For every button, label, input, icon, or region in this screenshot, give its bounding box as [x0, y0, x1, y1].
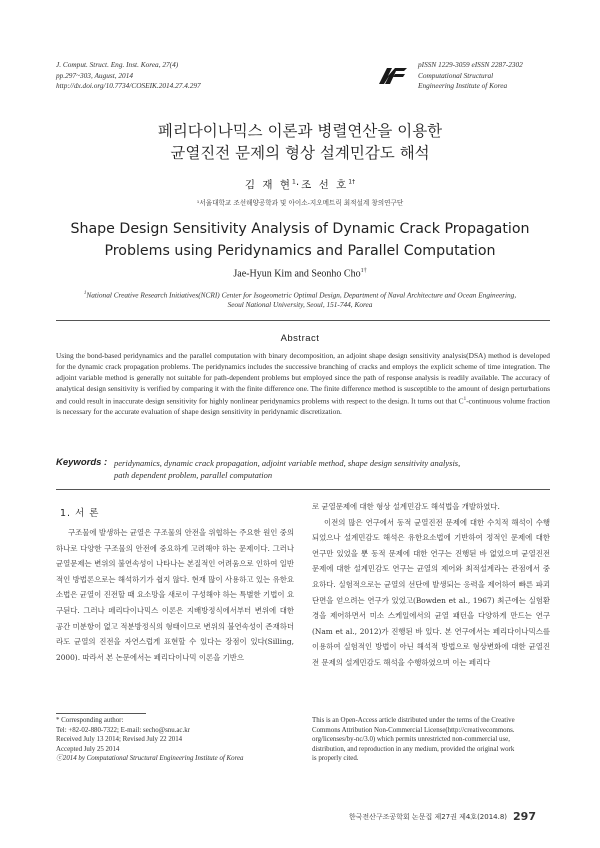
korean-affiliation: ¹서울대학교 조선해양공학과 및 아이소-지오메트릭 최적설계 창의연구단 [196, 199, 404, 207]
right-column [312, 499, 550, 671]
english-title-line2: Problems using Peridynamics and Parallel Computation [104, 243, 496, 259]
korean-title [0, 120, 600, 164]
society-name-2: Engineering Institute of Korea [418, 81, 508, 90]
paragraph: 이전의 많은 연구에서 동적 균열진전 문제에 대한 수치적 해석이 수행되었으나 설계민감도 해석은 유한요소법에 기반하여 정적인 문제에 대한 연구만 있었을 뿐 동적 문제에 대한 연구는 진행된 바 없었으며 균열진전 문제에 대한 설계민감도 연구는 균열의 제어와 최적설계라는 관점에서 중요하다. 실험적으로는 균열의 선단에 발생되는 응력을 제어하여 빠른 파괴단면을 얻으려는 연구가 있었고(Bowden et al., 1967) 최근에는 실험환경을 제어하면서 미소 스케일에서의 균열 패턴을 다양하게 만드는 연구(Nam et al., 2012)가 진행된 바 있다. 본 연구에서는 페리다이나믹스를 이용하여 실험적인 방법이 아닌 해석적 방법으로 형상변화에 대한 균열진전 문제의 설계민감도 해석을 수행하였으며 이는 페리다 [312, 517, 550, 667]
issn: pISSN 1229-3059 eISSN 2287-2302 [418, 60, 523, 69]
korean-authors: 김 재 현$^1$·조 선 호$^{1\dagger}$ [244, 178, 356, 191]
society-name-1: Computational Structural [418, 70, 494, 80]
journal-doi[interactable]: http://dx.doi.org/10.7734/COSEIK.2014.27.4.297 [56, 81, 201, 90]
korean-author-1: 김 재 현 [244, 179, 292, 191]
left-column [56, 525, 294, 665]
coseik-logo-icon [378, 66, 408, 86]
korean-author-2: 조 선 호 [301, 179, 349, 191]
english-authors: Jae-Hyun Kim and Seonho Cho$^{1\dagger}$ [233, 268, 367, 280]
page-footer [349, 810, 536, 823]
abstract-top-rule [56, 320, 550, 321]
footer-journal: 한국전산구조공학회 논문집 제27권 제4호(2014.8) [348, 813, 508, 821]
keywords-bottom-rule [56, 489, 550, 490]
english-title-line1: Shape Design Sensitivity Analysis of Dynamic Crack Propagation [70, 221, 530, 237]
korean-title-line2: 균열진전 문제의 형상 설계민감도 해석 [170, 144, 430, 162]
section-heading: 1. 서 론 [60, 508, 100, 519]
abstract-heading: Abstract [280, 333, 320, 344]
author-separator: · [295, 179, 302, 191]
journal-pages: pp.297~303, August, 2014 [56, 70, 133, 80]
paragraph: 로 균열문제에 대한 형상 설계민감도 해석법을 개발하였다. [312, 502, 500, 511]
footnote-rule-left [56, 713, 146, 714]
keywords-label: Keywords : [56, 457, 108, 468]
korean-title-line1: 페리다이나믹스 이론과 병렬연산을 이용한 [157, 122, 443, 140]
abstract-text: Using the bond-based peridynamics and the parallel computation with binary decomposition, an adjoint shape design sensitivity analysis(DSA) method is developed for the dynamic crack propagation problems. The peridynamics includes the successive branching of cracks and employs the explicit scheme of time integration. The adjoint variable method is generally not suitable for path-dependent problems but employed since the path of response analysis is readily available. The accuracy of analytical design sensitivity is verified by comparing it with the finite difference one. The finite difference method is susceptible to the amount of design perturbations and could result in inaccurate design sensitivity for highly nonlinear peridynamics problems with respect to the design. It turns out that $C^1$-continuous volume fraction is necessary for the accurate evaluation of shape design sensitivity in peridynamic discretization. [56, 351, 550, 417]
english-title [0, 218, 600, 262]
journal-header-left [56, 60, 201, 92]
keywords-text: peridynamics, dynamic crack propagation, adjoint variable method, shape design sensitivity analysis, path dependent problem, parallel computation [114, 458, 461, 480]
footnote-left: * Corresponding author: Tel: +82-02-880-7322; E-mail: secho@snu.ac.kr Received July 13 2014; Revised July 22 2014 Accepted July 25 2014 ⓒ2014 by Computational Structural Engineering Institute of Korea [56, 717, 244, 762]
footnote-right: This is an Open-Access article distributed under the terms of the Creative Commons Attribution Non-Commercial License(http://creativecommons. org/licenses/by-nc/3.0) which permits unrestricted non-commercial use, distribution, and reproduction in any medium, provided the original work is properly cited. [312, 717, 515, 762]
page-number: 297 [513, 810, 536, 823]
journal-header-right [418, 60, 523, 92]
journal-citation: J. Comput. Struct. Eng. Inst. Korea, 27(4) [56, 60, 179, 69]
paragraph: 구조물에 발생하는 균열은 구조물의 안전을 위협하는 주요한 원인 중의 하나로 다양한 구조물의 안전에 중요하게 고려해야 하는 문제이다. 그러나 균열문제는 변위의 불연속성이 나타나는 본질적인 어려움으로 인하여 일반적인 방법론으로는 해석하기가 쉽지 않다. 현재 많이 사용하고 있는 유한요소법은 균열이 진전할 때 요소망을 새로이 구성해야 하는 특별한 기법이 요구된다. 그러나 페리다이나믹스 이론은 지배방정식에서부터 변위에 대한 공간 미분항이 없고 적분방정식의 형태이므로 변위의 불연속성이 존재하더라도 균열의 진전을 자연스럽게 표현할 수 있다는 장점이 있다(Silling, 2000). 따라서 본 논문에서는 페리다이나믹 이론을 기반으 [56, 528, 294, 662]
english-affiliation: $^1$National Creative Research Initiatives(NCRI) Center for Isogeometric Optimal Design, Department of Naval Architecture and Ocean Engineering, Seoul National University, Seoul, 151-744, Korea [83, 290, 517, 310]
